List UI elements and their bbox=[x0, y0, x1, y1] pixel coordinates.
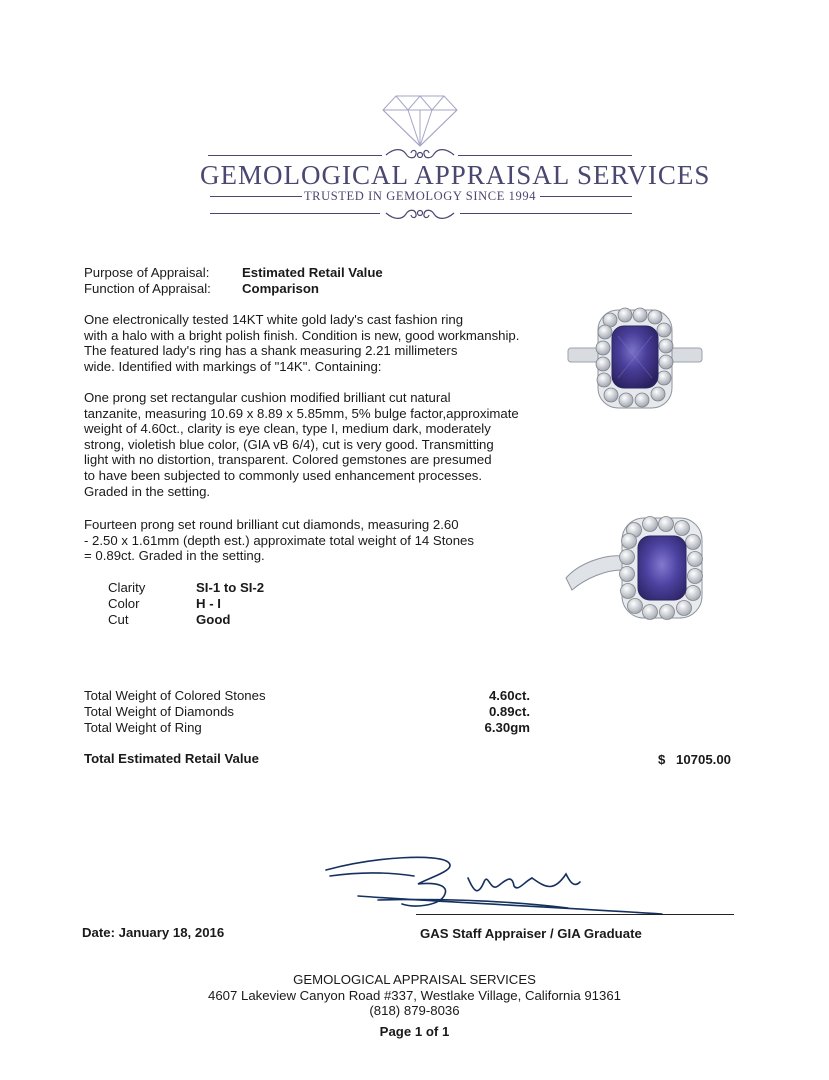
tagline-rule-right bbox=[540, 196, 632, 197]
signature-line bbox=[416, 914, 734, 915]
clarity-value: SI-1 to SI-2 bbox=[196, 580, 265, 595]
company-tagline: TRUSTED IN GEMOLOGY SINCE 1994 bbox=[303, 189, 537, 203]
cut-label: Cut bbox=[108, 612, 129, 627]
purpose-label: Purpose of Appraisal: bbox=[84, 265, 210, 280]
total-ring-weight-label: Total Weight of Ring bbox=[84, 720, 202, 735]
scroll-ornament-bottom-icon bbox=[384, 204, 456, 222]
text-line: One electronically tested 14KT white gold lady's cast fashion ring bbox=[84, 312, 464, 327]
diamond-logo-icon bbox=[380, 92, 460, 148]
text-line: strong, violetish blue color, (GIA vB 6/4), cut is very good. Transmitting bbox=[84, 436, 494, 452]
footer-company: GEMOLOGICAL APPRAISAL SERVICES bbox=[293, 972, 536, 987]
company-logo-title: GEMOLOGICAL APPRAISAL SERVICES bbox=[200, 160, 711, 190]
text-line: weight of 4.60ct., clarity is eye clean, type I, medium dark, moderately bbox=[84, 421, 491, 437]
appraiser-title: GAS Staff Appraiser / GIA Graduate bbox=[420, 926, 642, 941]
color-value: H - I bbox=[196, 596, 221, 611]
ring-photo-front bbox=[566, 302, 704, 414]
text-line: One prong set rectangular cushion modified brilliant cut natural bbox=[84, 390, 451, 405]
purpose-value: Estimated Retail Value bbox=[242, 265, 383, 280]
footer bbox=[0, 972, 829, 1039]
text-line: to have been subjected to commonly used enhancement processes. bbox=[84, 467, 483, 483]
retail-currency: $ bbox=[658, 752, 666, 767]
total-ring-weight-value: 6.30gm bbox=[484, 720, 530, 735]
tanzanite-description bbox=[84, 390, 554, 499]
text-line: wide. Identified with markings of "14K". Containing: bbox=[84, 358, 382, 374]
total-diamonds-label: Total Weight of Diamonds bbox=[84, 704, 235, 719]
clarity-label: Clarity bbox=[108, 580, 146, 595]
ring-photo-angled bbox=[564, 512, 714, 622]
footer-phone: (818) 879-8036 bbox=[369, 1003, 460, 1018]
page-number: Page 1 of 1 bbox=[379, 1023, 450, 1039]
text-line: The featured lady's ring has a shank measuring 2.21 millimeters bbox=[84, 343, 458, 359]
appraisal-date: Date: January 18, 2016 bbox=[82, 925, 225, 940]
retail-value-label: Total Estimated Retail Value bbox=[84, 751, 259, 766]
handwritten-signature-icon bbox=[318, 852, 678, 922]
logo-top-rule-left bbox=[208, 155, 382, 156]
logo-bottom-rule-right bbox=[460, 213, 632, 214]
text-line: = 0.89ct. Graded in the setting. bbox=[84, 548, 265, 564]
diamond-description bbox=[84, 517, 554, 564]
total-colored-stones-value: 4.60ct. bbox=[488, 688, 530, 703]
function-value: Comparison bbox=[242, 281, 319, 296]
total-colored-stones-label: Total Weight of Colored Stones bbox=[84, 688, 266, 703]
text-line: tanzanite, measuring 10.69 x 8.89 x 5.85mm, 5% bulge factor,approximate bbox=[84, 405, 519, 421]
footer-address: 4607 Lakeview Canyon Road #337, Westlake Village, California 91361 bbox=[208, 987, 621, 1003]
ring-description bbox=[84, 312, 554, 374]
function-label: Function of Appraisal: bbox=[84, 281, 211, 296]
total-diamonds-value: 0.89ct. bbox=[488, 704, 530, 719]
color-label: Color bbox=[108, 596, 140, 611]
text-line: Graded in the setting. bbox=[84, 483, 211, 499]
logo-bottom-rule-left bbox=[210, 213, 380, 214]
text-line: light with no distortion, transparent. Colored gemstones are presumed bbox=[84, 452, 492, 468]
text-line: - 2.50 x 1.61mm (depth est.) approximate total weight of 14 Stones bbox=[84, 532, 474, 548]
text-line: Fourteen prong set round brilliant cut diamonds, measuring 2.60 bbox=[84, 517, 459, 532]
retail-value-amount: 10705.00 bbox=[676, 752, 732, 767]
logo-top-rule-right bbox=[458, 155, 632, 156]
text-line: with a halo with a bright polish finish. Condition is new, good workmanship. bbox=[84, 327, 520, 343]
cut-value: Good bbox=[196, 612, 231, 627]
